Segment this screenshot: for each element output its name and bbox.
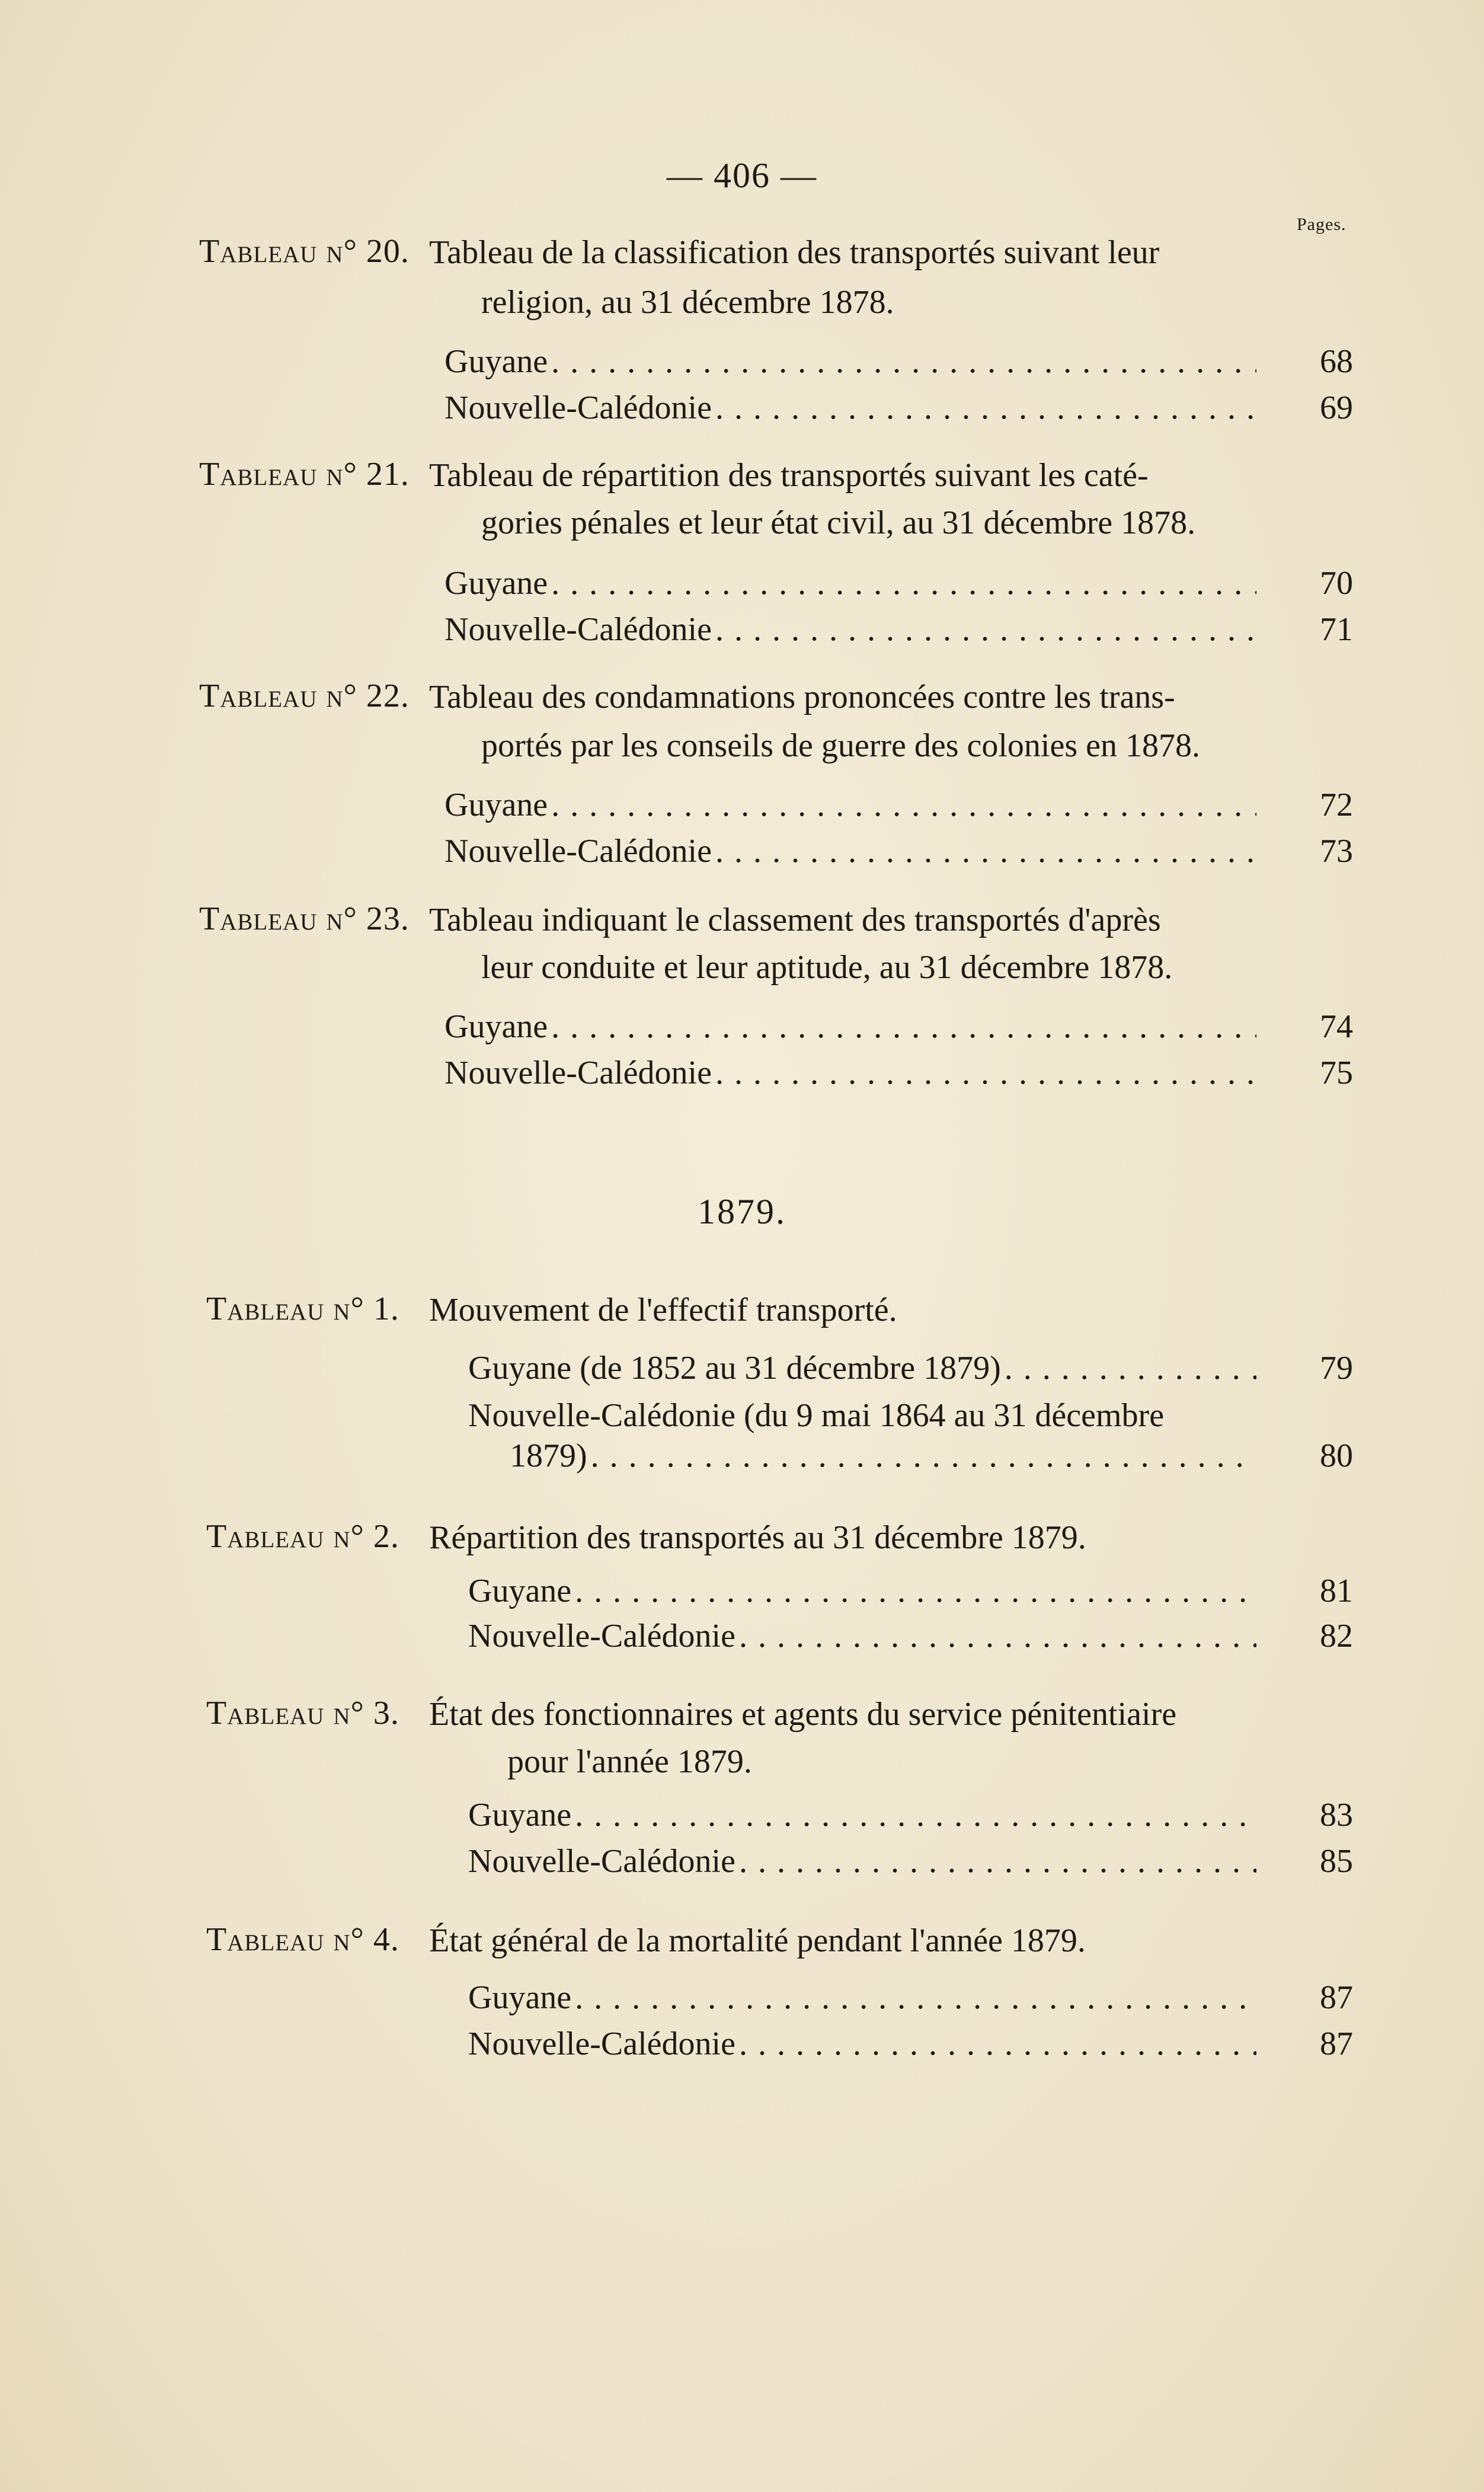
toc-row-nouvelle-caledonie[interactable]: [444, 832, 1256, 880]
tableau-label: Tableau n° 21.: [199, 456, 410, 493]
row-name: Guyane: [468, 1797, 572, 1833]
tableau-label: Tableau n° 23.: [199, 900, 410, 937]
tableau-title-line2: gories pénales et leur état civil, au 31 décembre 1878.: [481, 504, 1196, 541]
toc-row-guyane[interactable]: [468, 1349, 1256, 1397]
toc-row-guyane[interactable]: [444, 343, 1256, 390]
toc-row-guyane[interactable]: [444, 1008, 1256, 1055]
row-name: Guyane: [468, 1979, 572, 2016]
page-ref: 85: [1320, 1843, 1353, 1880]
page-ref: 75: [1320, 1055, 1353, 1091]
tableau-label: Tableau n° 20.: [199, 233, 410, 270]
section-heading-1879: 1879.: [698, 1192, 786, 1231]
row-name: Guyane: [444, 1008, 548, 1045]
tableau-label: Tableau n° 1.: [206, 1290, 399, 1327]
tableau-title-line2: leur conduite et leur aptitude, au 31 décembre 1878.: [481, 949, 1173, 986]
row-name: Guyane: [444, 787, 548, 823]
row-name: Guyane: [468, 1573, 572, 1609]
dot-leader: [715, 1054, 1256, 1092]
dot-leader: [715, 389, 1256, 427]
toc-row-nouvelle-caledonie[interactable]: [444, 611, 1256, 658]
toc-row-nouvelle-caledonie[interactable]: [444, 1054, 1256, 1101]
toc-row-guyane[interactable]: [468, 1979, 1256, 2026]
row-name: Guyane: [444, 343, 548, 380]
page-ref: 72: [1320, 787, 1353, 823]
dot-leader: [591, 1437, 1256, 1475]
tableau-label: Tableau n° 4.: [206, 1921, 399, 1958]
tableau-label: Tableau n° 2.: [206, 1518, 399, 1555]
dot-leader: [575, 1796, 1256, 1834]
tableau-title-line2: pour l'année 1879.: [507, 1743, 752, 1780]
page-ref: 87: [1320, 1979, 1353, 2016]
toc-row-guyane[interactable]: [444, 564, 1256, 612]
dot-leader: [575, 1572, 1256, 1610]
dot-leader: [739, 1842, 1256, 1880]
tableau-label: Tableau n° 3.: [206, 1695, 399, 1731]
dot-leader: [575, 1979, 1256, 2017]
page-ref: 79: [1320, 1350, 1353, 1386]
dot-leader: [551, 564, 1256, 602]
page-ref: 83: [1320, 1797, 1353, 1833]
tableau-title-line1: Tableau indiquant le classement des transportés d'après: [429, 902, 1161, 938]
page-ref: 68: [1320, 343, 1353, 380]
tableau-title-line1: État général de la mortalité pendant l'année 1879.: [429, 1922, 1086, 1959]
dot-leader: [715, 832, 1256, 870]
toc-row-guyane[interactable]: [444, 786, 1256, 833]
row-name: Nouvelle-Calédonie: [468, 1618, 735, 1654]
row-name: Guyane: [444, 565, 548, 602]
dot-leader: [551, 343, 1256, 381]
toc-row-nouvelle-caledonie[interactable]: [468, 1842, 1256, 1890]
dot-leader: [739, 2025, 1256, 2063]
page-ref: 73: [1320, 833, 1353, 870]
tableau-title-line1: Tableau de répartition des transportés suivant les caté-: [429, 457, 1149, 494]
row-name: Nouvelle-Calédonie: [468, 2025, 735, 2062]
dot-leader: [715, 611, 1256, 648]
page-number: — 406 —: [667, 156, 817, 195]
dot-leader: [551, 786, 1256, 824]
tableau-title-line1: État des fonctionnaires et agents du service pénitentiaire: [429, 1696, 1177, 1733]
tableau-title-line2: religion, au 31 décembre 1878.: [481, 284, 894, 321]
page-ref: 87: [1320, 2025, 1353, 2062]
page-ref: 74: [1320, 1008, 1353, 1045]
dot-leader: [1005, 1349, 1256, 1387]
toc-row-nouvelle-caledonie[interactable]: [444, 389, 1256, 436]
row-name: Guyane (de 1852 au 31 décembre 1879): [468, 1350, 1001, 1386]
tableau-title-line1: Tableau de la classification des transportés suivant leur: [429, 234, 1160, 271]
toc-row-nouvelle-caledonie[interactable]: [468, 2025, 1256, 2072]
toc-row-guyane[interactable]: [468, 1572, 1256, 1619]
tableau-label: Tableau n° 22.: [199, 678, 410, 714]
dot-leader: [551, 1008, 1256, 1046]
pages-column-header: Pages.: [1297, 215, 1347, 234]
page-ref: 80: [1320, 1437, 1353, 1474]
tableau-title-line1: Tableau des condamnations prononcées contre les trans-: [429, 679, 1175, 715]
page-ref: 81: [1320, 1573, 1353, 1609]
tableau-title-line2: portés par les conseils de guerre des colonies en 1878.: [481, 727, 1200, 764]
row-name: Nouvelle-Calédonie: [444, 833, 712, 870]
tableau-title-line1: Mouvement de l'effectif transporté.: [429, 1292, 897, 1328]
toc-row-nouvelle-caledonie[interactable]: [468, 1617, 1256, 1664]
row-name: Nouvelle-Calédonie: [444, 611, 712, 648]
row-name: Nouvelle-Calédonie: [444, 1055, 712, 1091]
row-name: Nouvelle-Calédonie: [468, 1843, 735, 1880]
toc-row-guyane[interactable]: [468, 1796, 1256, 1844]
page-ref: 71: [1320, 611, 1353, 648]
dot-leader: [739, 1617, 1256, 1655]
page-ref: 69: [1320, 389, 1353, 426]
row-name: 1879): [510, 1437, 587, 1474]
page-ref: 70: [1320, 565, 1353, 602]
toc-row-nouvelle-caledonie-line2[interactable]: [510, 1437, 1256, 1484]
toc-row-nouvelle-caledonie-line1[interactable]: Nouvelle-Calédonie (du 9 mai 1864 au 31 décembre: [468, 1397, 1165, 1434]
page-ref: 82: [1320, 1618, 1353, 1654]
row-name: Nouvelle-Calédonie: [444, 389, 712, 426]
tableau-title-line1: Répartition des transportés au 31 décembre 1879.: [429, 1519, 1086, 1556]
